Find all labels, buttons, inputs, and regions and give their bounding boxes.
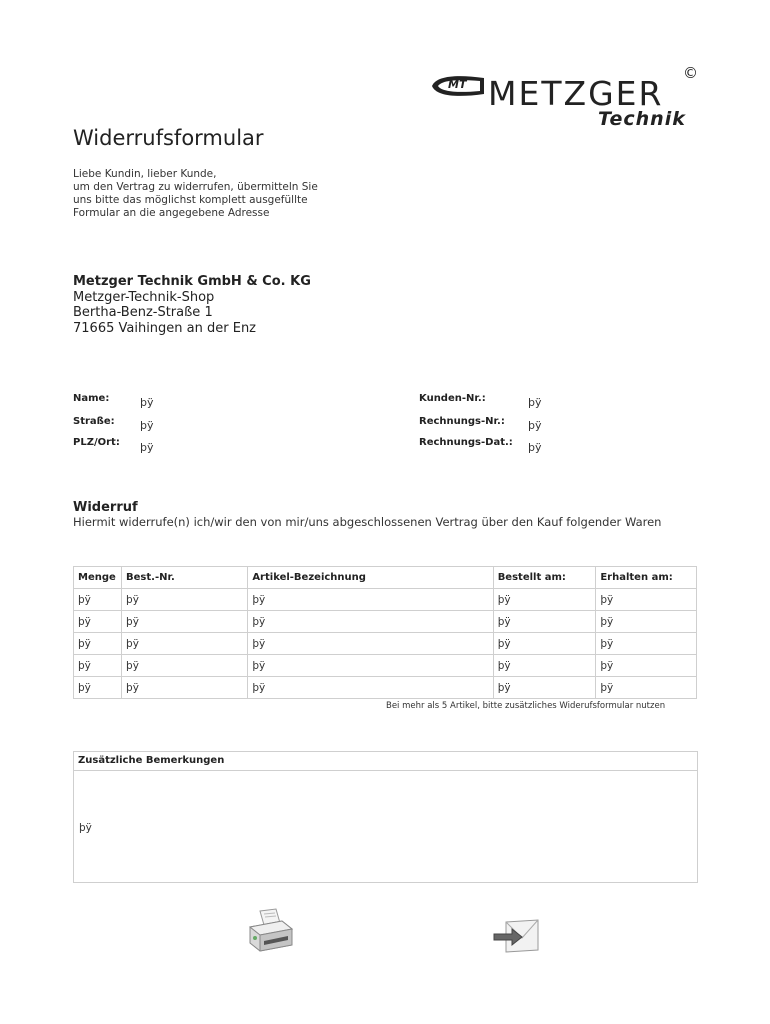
table-cell[interactable]: þÿ — [248, 655, 493, 677]
remarks-box — [73, 751, 698, 883]
table-row — [74, 589, 697, 611]
intro-line: um den Vertrag zu widerrufen, übermitteln Sie — [73, 181, 318, 193]
table-cell[interactable]: þÿ — [493, 589, 596, 611]
logo-subtitle: Technik — [598, 108, 686, 130]
invoice-date-field[interactable]: þÿ — [528, 441, 542, 454]
plz-ort-label: PLZ/Ort: — [73, 437, 120, 448]
invoice-number-field[interactable]: þÿ — [528, 419, 542, 432]
page-title: Widerrufsformular — [73, 126, 264, 150]
email-button[interactable] — [492, 918, 540, 954]
intro-line: uns bitte das möglichst komplett ausgefüllte — [73, 194, 308, 206]
invoice-number-label: Rechnungs-Nr.: — [419, 416, 505, 427]
col-erhalten: Erhalten am: — [596, 567, 697, 589]
table-cell[interactable]: þÿ — [493, 655, 596, 677]
table-cell[interactable]: þÿ — [596, 589, 697, 611]
name-label: Name: — [73, 393, 110, 404]
items-table — [73, 566, 697, 699]
print-button[interactable] — [246, 907, 294, 955]
table-cell[interactable]: þÿ — [74, 589, 122, 611]
street-field[interactable]: þÿ — [140, 419, 154, 432]
company-logo — [428, 66, 698, 132]
printer-icon — [246, 907, 294, 955]
table-cell[interactable]: þÿ — [248, 611, 493, 633]
table-cell[interactable]: þÿ — [596, 677, 697, 699]
table-row — [74, 611, 697, 633]
table-cell[interactable]: þÿ — [122, 611, 248, 633]
col-artikel: Artikel-Bezeichnung — [248, 567, 493, 589]
remarks-heading: Zusätzliche Bemerkungen — [74, 752, 697, 771]
address-shop: Metzger-Technik-Shop — [73, 289, 215, 305]
table-row — [74, 677, 697, 699]
table-cell[interactable]: þÿ — [122, 633, 248, 655]
table-cell[interactable]: þÿ — [74, 633, 122, 655]
address-street: Bertha-Benz-Straße 1 — [73, 305, 213, 320]
widerruf-statement: Hiermit widerrufe(n) ich/wir den von mir/uns abgeschlossenen Vertrag über den Kauf folgender Waren — [73, 515, 662, 529]
intro-text — [73, 168, 373, 220]
table-cell[interactable]: þÿ — [74, 677, 122, 699]
name-field[interactable]: þÿ — [140, 396, 154, 409]
invoice-date-label: Rechnungs-Dat.: — [419, 437, 513, 448]
table-cell[interactable]: þÿ — [248, 677, 493, 699]
mail-icon — [492, 918, 540, 954]
table-cell[interactable]: þÿ — [493, 611, 596, 633]
table-cell[interactable]: þÿ — [74, 655, 122, 677]
intro-line: Formular an die angegebene Adresse — [73, 207, 270, 219]
table-row — [74, 633, 697, 655]
table-cell[interactable]: þÿ — [596, 633, 697, 655]
plz-ort-field[interactable]: þÿ — [140, 441, 154, 454]
table-cell[interactable]: þÿ — [122, 677, 248, 699]
table-cell[interactable]: þÿ — [493, 633, 596, 655]
table-cell[interactable]: þÿ — [122, 589, 248, 611]
logo-brand: METZGER — [488, 74, 664, 113]
customer-number-label: Kunden-Nr.: — [419, 393, 486, 404]
table-cell[interactable]: þÿ — [248, 589, 493, 611]
table-cell[interactable]: þÿ — [493, 677, 596, 699]
logo-emblem-text: MT — [448, 78, 467, 91]
additional-form-note: Bei mehr als 5 Artikel, bitte zusätzliches Widerufsformular nutzen — [386, 701, 666, 711]
table-cell[interactable]: þÿ — [596, 655, 697, 677]
table-cell[interactable]: þÿ — [122, 655, 248, 677]
table-cell[interactable]: þÿ — [248, 633, 493, 655]
address-company: Metzger Technik GmbH & Co. KG — [73, 274, 311, 289]
intro-line: Liebe Kundin, lieber Kunde, — [73, 168, 217, 180]
table-cell[interactable]: þÿ — [596, 611, 697, 633]
col-bestellt: Bestellt am: — [493, 567, 596, 589]
recipient-address — [73, 274, 311, 336]
widerruf-heading: Widerruf — [73, 500, 138, 515]
customer-number-field[interactable]: þÿ — [528, 396, 542, 409]
table-cell[interactable]: þÿ — [74, 611, 122, 633]
address-city: 71665 Vaihingen an der Enz — [73, 320, 257, 336]
street-label: Straße: — [73, 416, 115, 427]
remarks-field[interactable]: þÿ — [79, 822, 92, 834]
table-row — [74, 655, 697, 677]
col-menge: Menge — [74, 567, 122, 589]
col-best-nr: Best.-Nr. — [122, 567, 248, 589]
logo-copyright: © — [683, 64, 698, 82]
table-header-row — [74, 567, 697, 589]
